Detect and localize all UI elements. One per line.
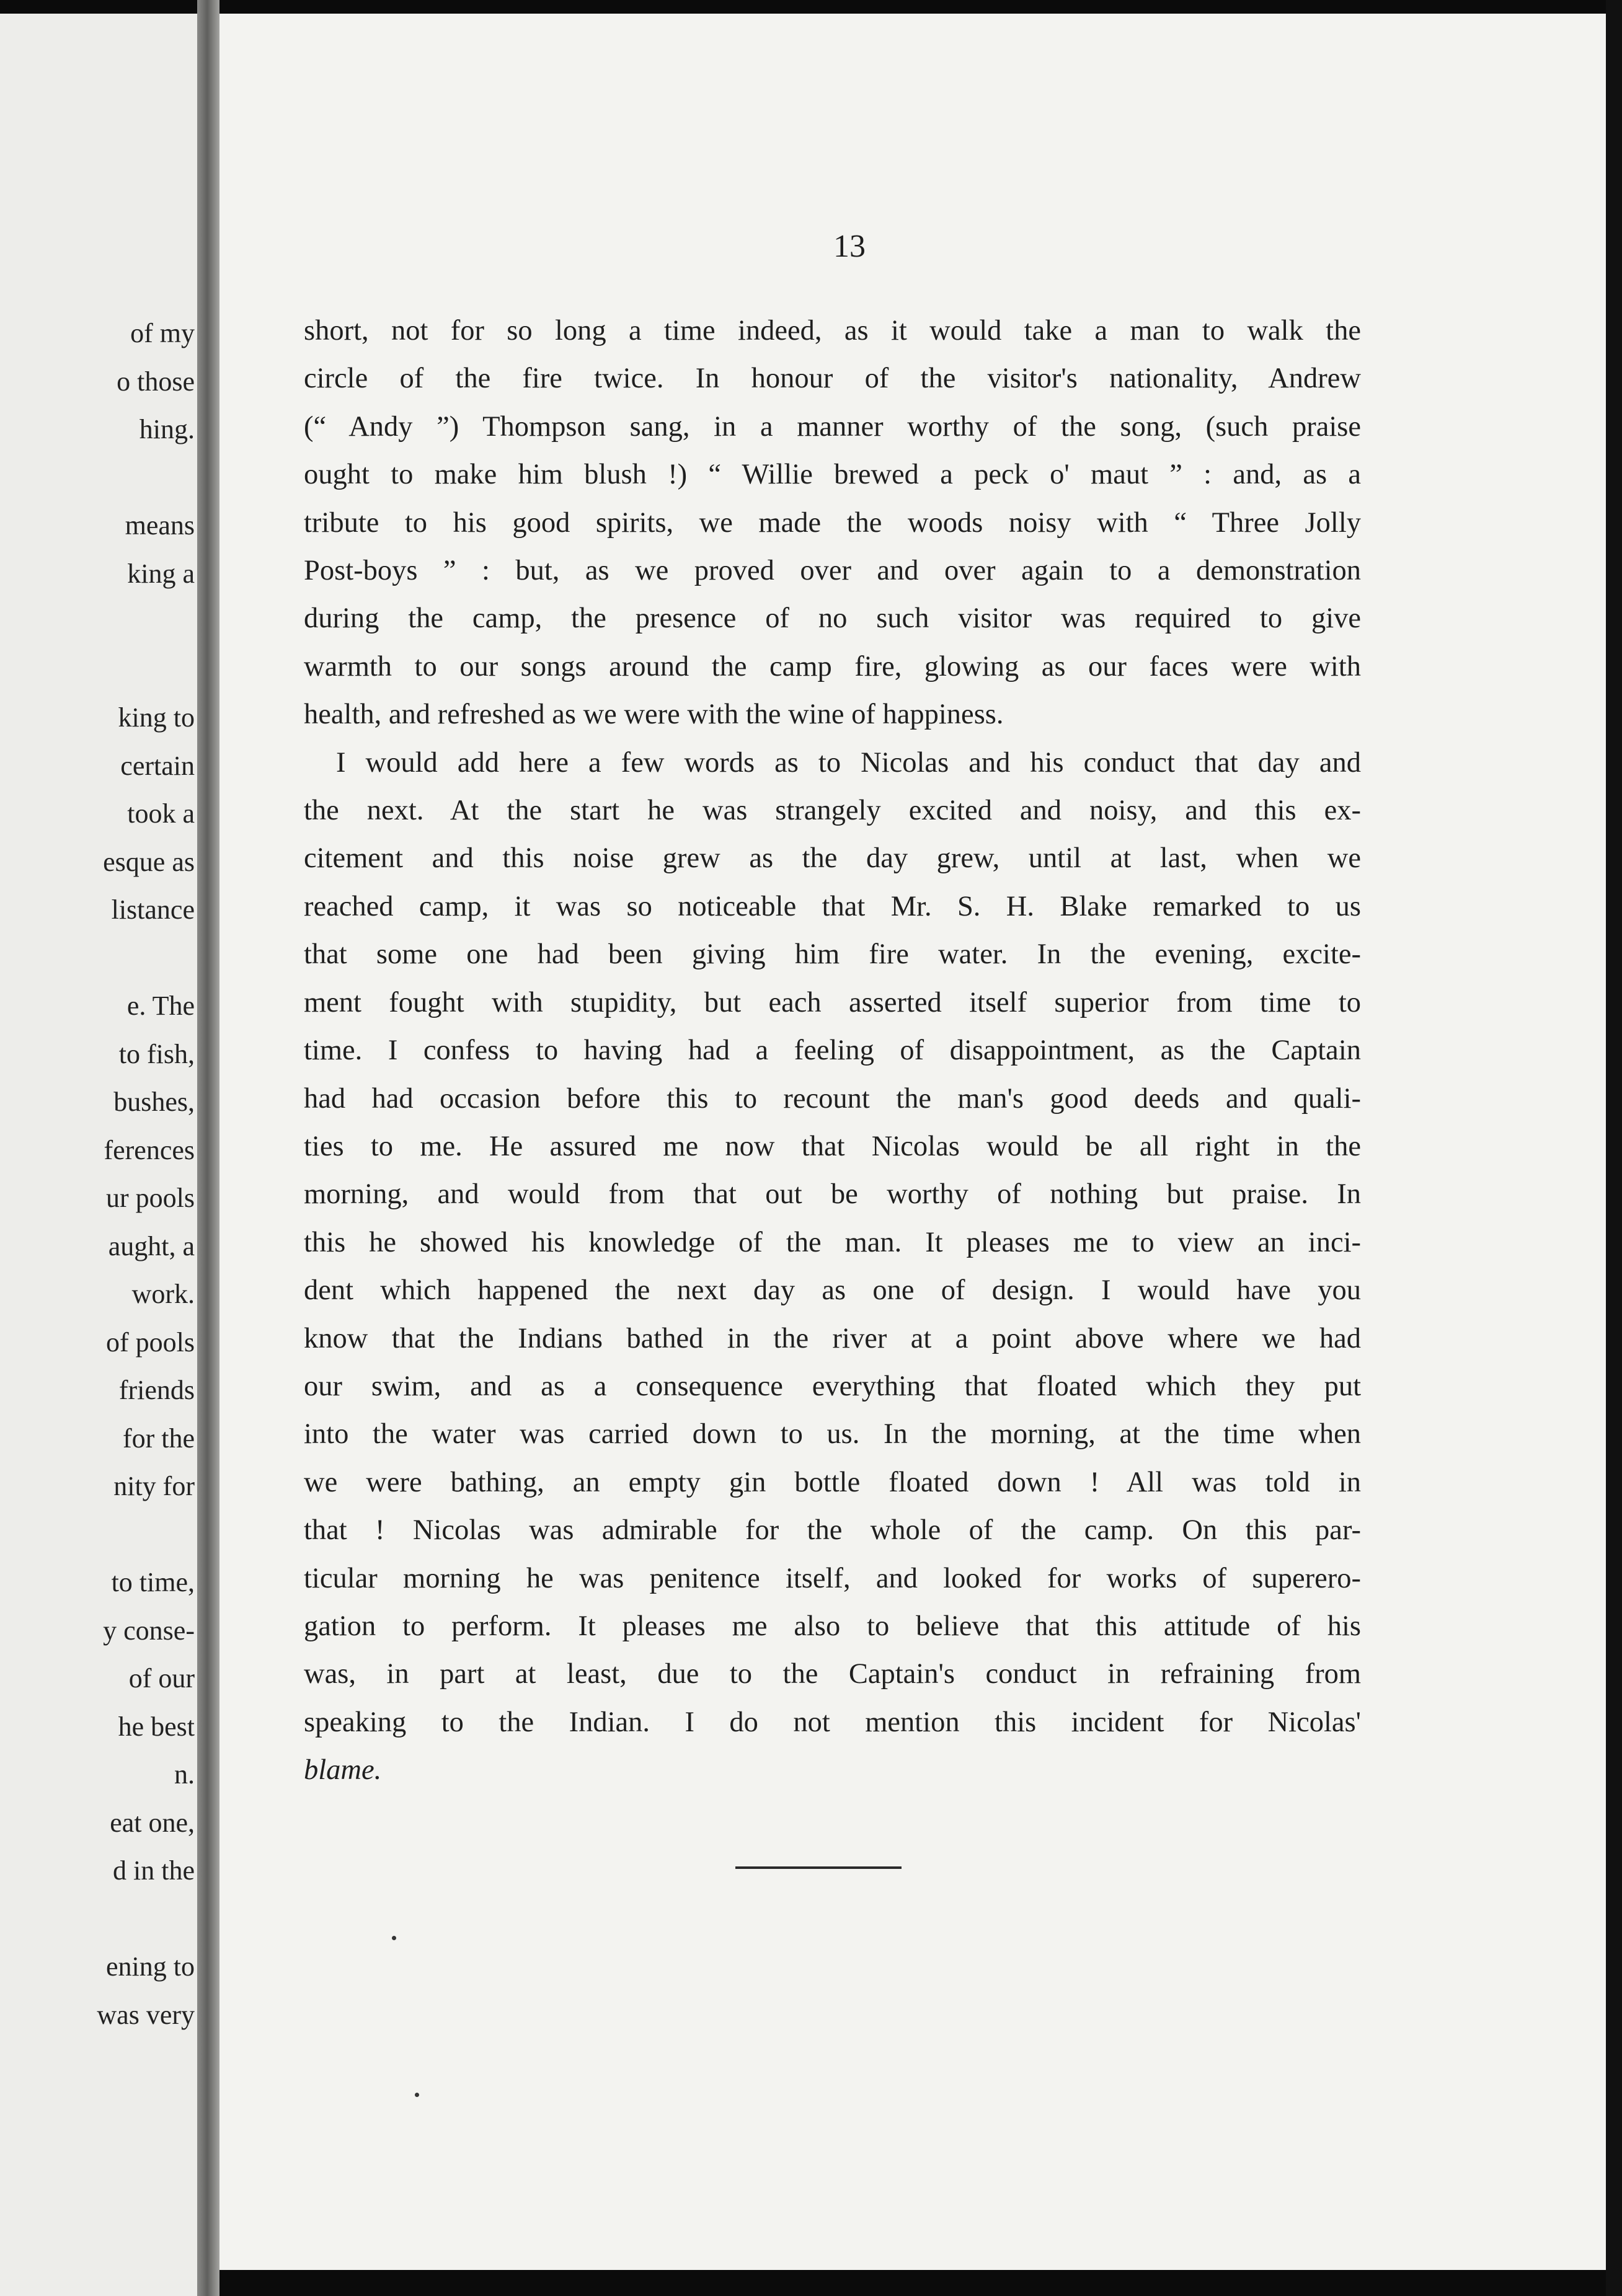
paragraph2-line: ment fought with stupidity, but each asserted itself superior from time to <box>304 986 1361 1018</box>
paragraph2-line: dent which happened the next day as one of design. I would have you <box>304 1274 1361 1307</box>
paragraph2-line: ties to me. He assured me now that Nicolas would be all right in the <box>304 1130 1361 1162</box>
left-page-fragment: certain <box>120 750 195 781</box>
page-number: 13 <box>833 229 866 264</box>
paragraph2-line: was, in part at least, due to the Captain's conduct in refraining from <box>304 1658 1361 1690</box>
scan-border <box>1606 0 1622 2296</box>
paragraph2-line: time. I confess to having had a feeling of disappointment, as the Captain <box>304 1035 1361 1067</box>
paragraph1-line: short, not for so long a time indeed, as it would take a man to walk the <box>304 315 1361 347</box>
left-page-fragment: king to <box>118 702 195 733</box>
paragraph1-line: circle of the fire twice. In honour of the visitor's nationality, Andrew <box>304 363 1361 395</box>
left-page-fragment: listance <box>111 894 195 925</box>
paragraph1-line: (“ Andy ”) Thompson sang, in a manner worthy of the song, (such praise <box>304 410 1361 443</box>
left-page-fragment: of pools <box>106 1327 195 1358</box>
left-page-fragment: was very <box>97 1999 195 2030</box>
paragraph2-line: know that the Indians bathed in the river at a point above where we had <box>304 1322 1361 1354</box>
left-page-fragment: king a <box>127 558 195 589</box>
paragraph2-line: morning, and would from that out be worthy of nothing but praise. In <box>304 1178 1361 1211</box>
left-page-fragment: of my <box>130 318 195 348</box>
left-page-fragment: e. The <box>126 991 195 1021</box>
paragraph1-line: ought to make him blush !) “ Willie brewed a peck o' maut ” : and, as a <box>304 459 1361 491</box>
paragraph2-line: this he showed his knowledge of the man. It pleases me to view an inci- <box>304 1226 1361 1258</box>
paragraph2-line: speaking to the Indian. I do not mention this incident for Nicolas' <box>304 1706 1361 1738</box>
left-page-fragment: eat one, <box>110 1807 195 1838</box>
paragraph-2 <box>304 739 1361 1747</box>
final-word: blame. <box>304 1754 382 1786</box>
left-page-fragment: means <box>125 510 195 541</box>
left-page-fragment: ferences <box>104 1134 195 1165</box>
paragraph1-line: health, and refreshed as we were with the wine of happiness. <box>304 699 1004 731</box>
body-text <box>304 307 1361 1795</box>
paragraph2-line: had had occasion before this to recount the man's good deeds and quali- <box>304 1082 1361 1115</box>
left-page-fragment: hing. <box>139 414 195 444</box>
paragraph2-line: reached camp, it was so noticeable that Mr. S. H. Blake remarked to us <box>304 890 1361 922</box>
paragraph-1 <box>304 307 1361 739</box>
left-page-fragment: to time, <box>111 1567 195 1597</box>
left-page-fragment: he best <box>118 1711 195 1742</box>
book-gutter <box>197 0 219 2296</box>
paragraph1-line: warmth to our songs around the camp fire, glowing as our faces were with <box>304 650 1361 682</box>
paragraph2-line: we were bathing, an empty gin bottle floated down ! All was told in <box>304 1466 1361 1498</box>
left-page-fragment: y conse- <box>103 1615 195 1646</box>
left-page-fragment: took a <box>127 798 195 829</box>
paragraph2-line: the next. At the start he was strangely excited and noisy, and this ex- <box>304 795 1361 827</box>
left-page-fragment: ur pools <box>106 1183 195 1213</box>
paragraph2-line: into the water was carried down to us. In the morning, at the time when <box>304 1418 1361 1450</box>
left-page-fragment: for the <box>122 1423 195 1454</box>
left-page-fragment: nity for <box>113 1471 195 1501</box>
left-page-fragment: o those <box>117 366 195 397</box>
paragraph2-line: I would add here a few words as to Nicolas and his conduct that day and <box>336 746 1361 779</box>
left-page-fragment: to fish, <box>118 1038 195 1069</box>
paragraph-2-final-line <box>304 1746 1361 1794</box>
left-page-fragment: friends <box>118 1375 195 1405</box>
paragraph1-line: tribute to his good spirits, we made the woods noisy with “ Three Jolly <box>304 506 1361 539</box>
scan-speck <box>415 2093 419 2097</box>
paragraph2-line: ticular morning he was penitence itself, and looked for works of superero- <box>304 1562 1361 1594</box>
left-page <box>0 14 197 2296</box>
left-page-fragment: bushes, <box>113 1087 195 1117</box>
left-page-fragment: aught, a <box>108 1230 195 1261</box>
section-rule <box>735 1866 902 1869</box>
paragraph2-line: citement and this noise grew as the day grew, until at last, when we <box>304 842 1361 875</box>
paragraph2-line: our swim, and as a consequence everything that floated which they put <box>304 1370 1361 1402</box>
paragraph1-line: Post-boys ” : but, as we proved over and over again to a demonstration <box>304 555 1361 587</box>
scan-speck <box>392 1936 396 1940</box>
left-page-fragment: ening to <box>106 1951 195 1982</box>
left-page-fragment: d in the <box>113 1855 195 1886</box>
left-page-fragment: of our <box>128 1663 195 1693</box>
paragraph1-line: during the camp, the presence of no such visitor was required to give <box>304 603 1361 635</box>
paragraph2-line: gation to perform. It pleases me also to believe that this attitude of his <box>304 1610 1361 1642</box>
paragraph2-line: that ! Nicolas was admirable for the whole of the camp. On this par- <box>304 1514 1361 1547</box>
left-page-fragment: n. <box>174 1759 195 1790</box>
left-page-fragment: esque as <box>103 846 195 877</box>
paragraph2-line: that some one had been giving him fire water. In the evening, excite- <box>304 938 1361 971</box>
left-page-fragment: work. <box>131 1279 195 1309</box>
